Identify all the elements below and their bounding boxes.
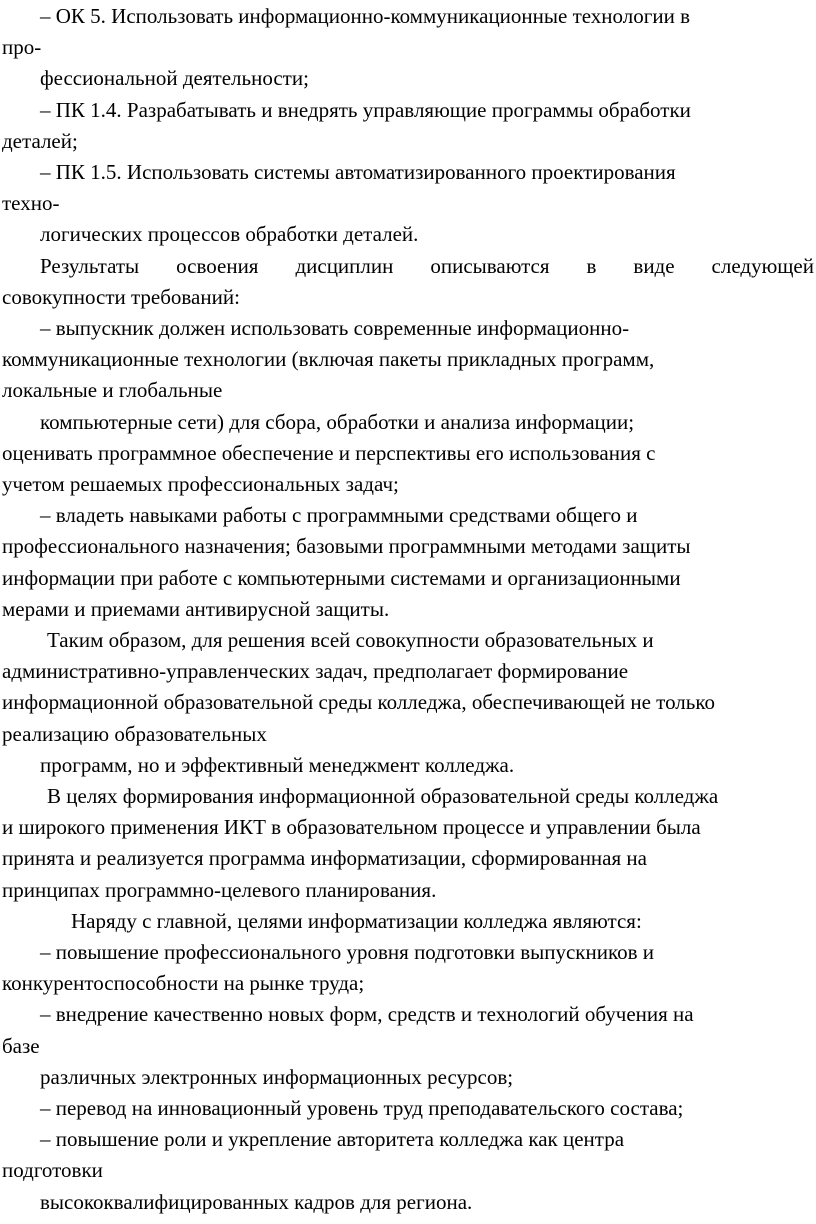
text-line: реализацию образовательных bbox=[2, 721, 267, 746]
text-line: совокупности требований: bbox=[2, 284, 240, 309]
text-line: В целях формирования информационной образовательной среды колледжа bbox=[47, 784, 719, 808]
word: дисциплин bbox=[295, 253, 394, 278]
text-line: коммуникационные технологии (включая пакеты прикладных программ, bbox=[2, 347, 655, 372]
text-line: конкурентоспособности на рынке труда; bbox=[2, 971, 365, 996]
text-line: про- bbox=[2, 35, 42, 60]
text-line: и широкого применения ИКТ в образовательном процессе и управлении была bbox=[2, 815, 701, 840]
text-line: принята и реализуется программа информатизации, сформированная на bbox=[2, 846, 647, 871]
text-line: информации при работе с компьютерными системами и организационными bbox=[2, 565, 681, 590]
text-line: – повышение роли и укрепление авторитета колледжа как центра bbox=[40, 1127, 625, 1152]
text-line: Таким образом, для решения всей совокупности образовательных и bbox=[47, 628, 654, 652]
text-line: учетом решаемых профессиональных задач; bbox=[2, 472, 399, 496]
text-line: компьютерные сети) для сбора, обработки и анализа информации; bbox=[40, 409, 635, 434]
text-line: – повышение профессионального уровня подготовки выпускников и bbox=[40, 940, 655, 964]
word: виде bbox=[633, 253, 675, 278]
text-line: – ПК 1.5. Использовать системы автоматизированного проектирования bbox=[40, 160, 676, 184]
text-line: оценивать программное обеспечение и перспективы его использования с bbox=[2, 440, 656, 465]
justified-line bbox=[40, 253, 814, 279]
word: в bbox=[586, 253, 597, 278]
text-line: логических процессов обработки деталей. bbox=[40, 222, 419, 247]
text-line: подготовки bbox=[2, 1158, 103, 1183]
word: Результаты bbox=[40, 253, 140, 278]
text-line: мерами и приемами антивирусной защиты. bbox=[2, 596, 390, 621]
text-line: профессионального назначения; базовыми программными методами защиты bbox=[2, 534, 691, 559]
text-line: принципах программно-целевого планирования. bbox=[2, 877, 437, 902]
text-line: – внедрение качественно новых форм, средств и технологий обучения на bbox=[40, 1002, 694, 1027]
text-line: – перевод на инновационный уровень труд преподавательского состава; bbox=[40, 1096, 684, 1120]
text-line: Наряду с главной, целями информатизации колледжа являются: bbox=[71, 908, 642, 933]
text-line: административно-управленческих задач, предполагает формирование bbox=[2, 659, 629, 684]
text-line: различных электронных информационных ресурсов; bbox=[40, 1064, 514, 1089]
text-line: – выпускник должен использовать современные информационно- bbox=[40, 316, 630, 340]
text-line: фессиональной деятельности; bbox=[40, 66, 309, 91]
text-line: – ПК 1.4. Разрабатывать и внедрять управляющие программы обработки bbox=[40, 97, 691, 122]
word: описываются bbox=[430, 253, 550, 278]
text-line: – владеть навыками работы с программными средствами общего и bbox=[40, 503, 638, 528]
text-line: деталей; bbox=[2, 128, 78, 153]
text-line: локальные и глобальные bbox=[2, 378, 223, 403]
text-line: высококвалифицированных кадров для региона. bbox=[40, 1189, 473, 1214]
text-line: – ОК 5. Использовать информационно-коммуникационные технологии в bbox=[40, 4, 690, 28]
word: следующей bbox=[711, 253, 814, 278]
text-line: информационной образовательной среды колледжа, обеспечивающей не только bbox=[2, 690, 715, 715]
text-line: базе bbox=[2, 1033, 40, 1058]
word: освоения bbox=[176, 253, 259, 278]
text-line: программ, но и эффективный менеджмент колледжа. bbox=[40, 752, 515, 777]
text-line: техно- bbox=[2, 191, 60, 216]
